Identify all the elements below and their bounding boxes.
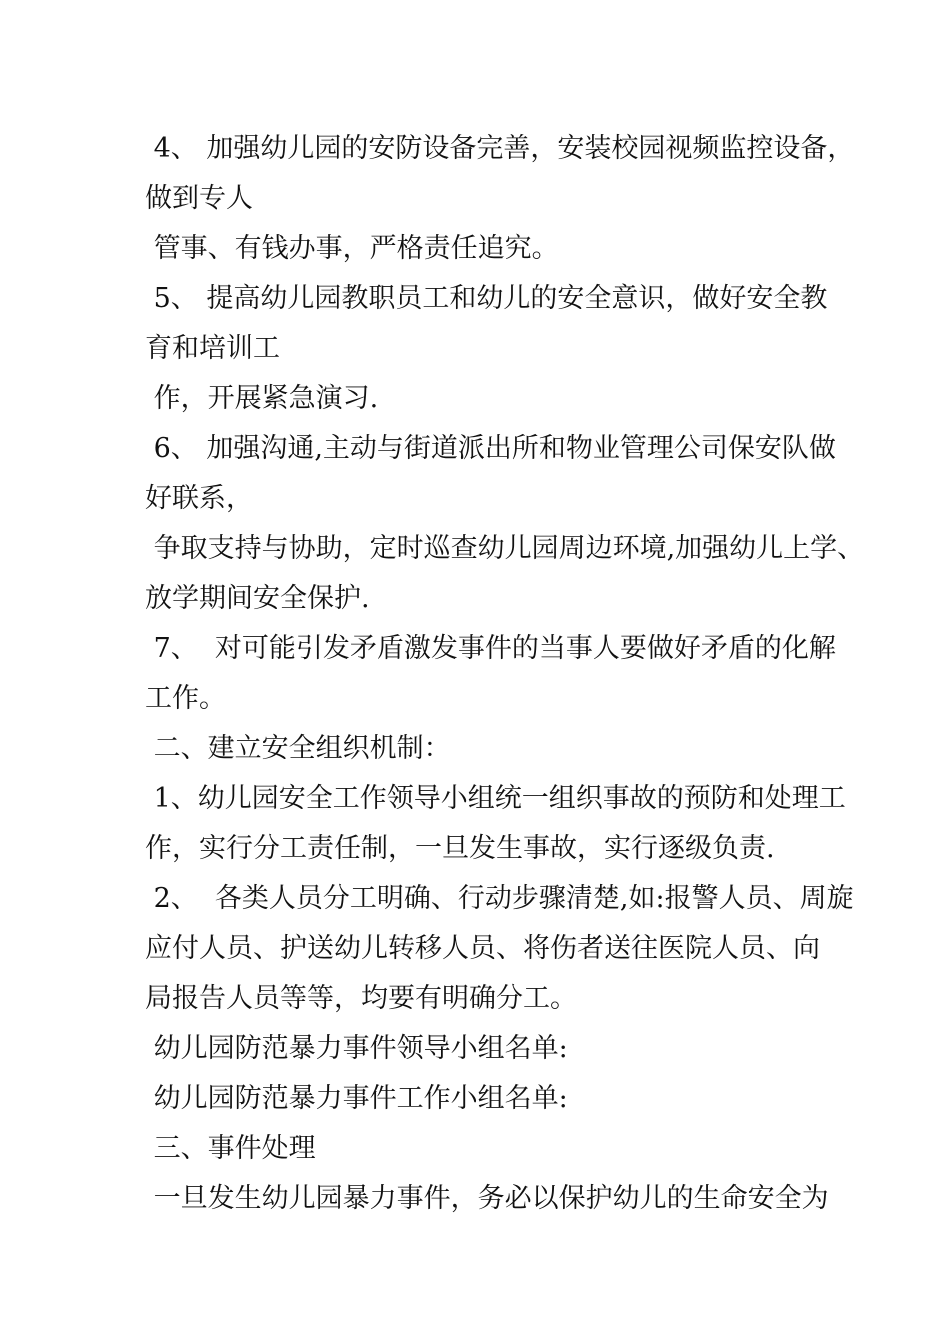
text-line-17: 应付人员、护送幼儿转移人员、将伤者送往医院人员、向 xyxy=(145,933,820,964)
text-line-3: 管事、有钱办事，严格责任追究。 xyxy=(145,233,559,264)
text-line-4: 5、 提高幼儿园教职员工和幼儿的安全意识，做好安全教 xyxy=(145,283,828,314)
text-line-9: 争取支持与协助，定时巡查幼儿园周边环境,加强幼儿上学、 xyxy=(145,533,865,564)
leadership-group-list-label: 幼儿园防范暴力事件领导小组名单: xyxy=(145,1033,568,1064)
section-heading-organization: 二、建立安全组织机制： xyxy=(145,733,451,764)
section-heading-incident-handling: 三、事件处理 xyxy=(145,1133,316,1164)
text-line-12: 工作。 xyxy=(145,683,226,714)
text-line-8: 好联系， xyxy=(145,483,253,514)
text-line-16: 2、 各类人员分工明确、行动步骤清楚,如:报警人员、周旋 xyxy=(145,883,854,914)
text-line-11: 7、 对可能引发矛盾激发事件的当事人要做好矛盾的化解 xyxy=(145,633,836,664)
text-line-2: 做到专人 xyxy=(145,183,253,214)
text-line-18: 局报告人员等等，均要有明确分工。 xyxy=(145,983,577,1014)
text-line-22: 一旦发生幼儿园暴力事件，务必以保护幼儿的生命安全为 xyxy=(145,1183,829,1214)
text-line-7: 6、 加强沟通,主动与街道派出所和物业管理公司保安队做 xyxy=(145,433,836,464)
text-line-6: 作，开展紧急演习. xyxy=(145,383,379,414)
text-line-14: 1、幼儿园安全工作领导小组统一组织事故的预防和处理工 xyxy=(145,783,846,814)
working-group-list-label: 幼儿园防范暴力事件工作小组名单: xyxy=(145,1083,568,1114)
text-line-1: 4、 加强幼儿园的安防设备完善，安装校园视频监控设备， xyxy=(145,133,855,164)
text-line-15: 作，实行分工责任制，一旦发生事故，实行逐级负责. xyxy=(145,833,775,864)
text-line-10: 放学期间安全保护. xyxy=(145,583,370,614)
text-line-5: 育和培训工 xyxy=(145,333,280,364)
